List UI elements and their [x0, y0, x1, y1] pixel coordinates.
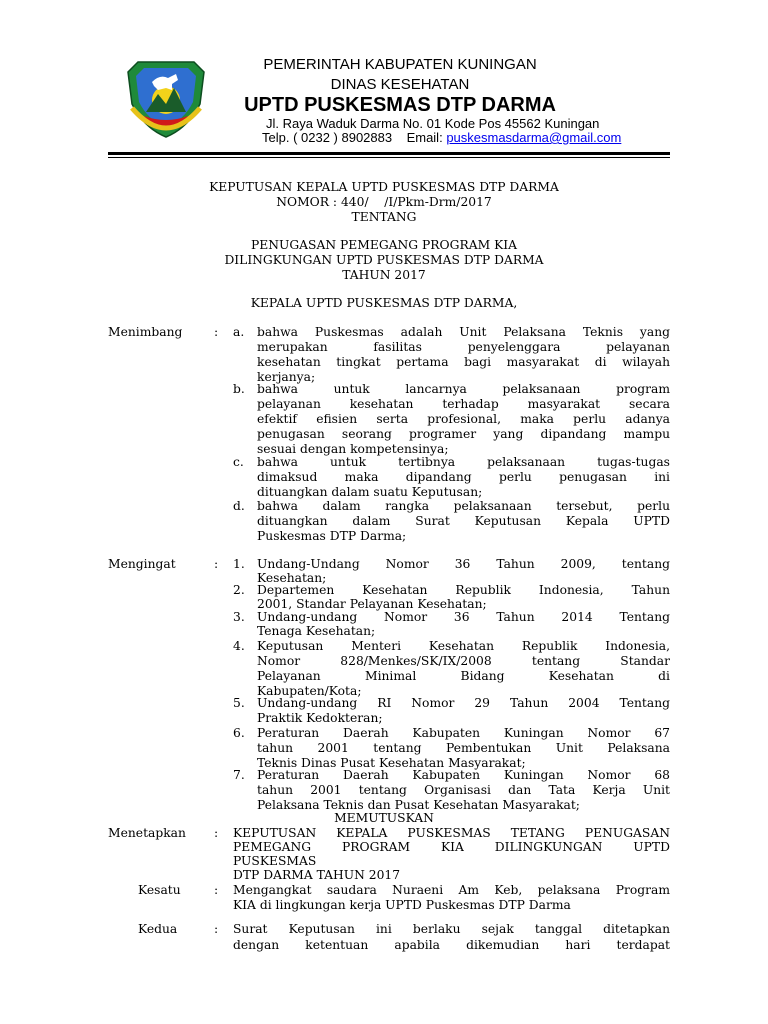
letterhead-contact: [262, 130, 621, 145]
mengingat-item-4-mark: 4.: [233, 639, 245, 653]
list-item-line: kerjanya;: [257, 370, 316, 384]
decree-title: KEPUTUSAN KEPALA UPTD PUSKESMAS DTP DARMA: [209, 180, 559, 194]
kesatu-line: Mengangkat saudara Nuraeni Am Keb, pelaksana Program: [233, 883, 670, 897]
list-item-line: Kesehatan;: [257, 571, 327, 585]
letterhead-rule-thick: [108, 152, 670, 155]
letterhead-institution: UPTD PUSKESMAS DTP DARMA: [244, 94, 556, 116]
mengingat-item-6-mark: 6.: [233, 726, 245, 740]
decree-tentang: TENTANG: [351, 210, 417, 224]
kedua-colon: :: [214, 922, 219, 936]
list-item-line: Pelayanan Minimal Bidang Kesehatan di: [257, 669, 670, 683]
list-item-line: Kabupaten/Kota;: [257, 684, 362, 698]
list-item-line: Puskesmas DTP Darma;: [257, 529, 407, 543]
menetapkan-line: PUSKESMAS: [233, 854, 317, 868]
kedua-line: dengan ketentuan apabila dikemudian hari terdapat: [233, 938, 670, 952]
list-item-line: Keputusan Menteri Kesehatan Republik Indonesia,: [257, 639, 670, 653]
menetapkan-label: Menetapkan: [108, 826, 186, 840]
menetapkan-line: KEPUTUSAN KEPALA PUSKESMAS TETANG PENUGASAN: [233, 826, 670, 840]
list-item-line: bahwa untuk tertibnya pelaksanaan tugas-tugas: [257, 455, 670, 469]
kuningan-emblem-logo: [118, 58, 214, 140]
list-item-line: bahwa untuk lancarnya pelaksanaan program: [257, 382, 670, 396]
list-item-line: penugasan seorang programer yang dipandang mampu: [257, 427, 670, 441]
mengingat-item-5-mark: 5.: [233, 696, 245, 710]
list-item-line: bahwa dalam rangka pelaksanaan tersebut, perlu: [257, 499, 670, 513]
list-item-line: Peraturan Daerah Kabupaten Kuningan Nomor 67: [257, 726, 670, 740]
letterhead-phone: Telp. ( 0232 ) 8902883: [262, 130, 393, 145]
letterhead-government: PEMERINTAH KABUPATEN KUNINGAN: [263, 56, 537, 73]
list-item-line: bahwa Puskesmas adalah Unit Pelaksana Teknis yang: [257, 325, 670, 339]
list-item-line: merupakan fasilitas penyelenggara pelayanan: [257, 340, 670, 354]
mengingat-item-3-mark: 3.: [233, 610, 245, 624]
kesatu-line: KIA di lingkungan kerja UPTD Puskesmas DTP Darma: [233, 898, 571, 912]
letterhead-email-label: Email:: [406, 130, 443, 145]
decree-issuer: KEPALA UPTD PUSKESMAS DTP DARMA,: [250, 296, 518, 310]
menetapkan-line: PEMEGANG PROGRAM KIA DILINGKUNGAN UPTD: [233, 840, 670, 854]
menetapkan-colon: :: [214, 826, 219, 840]
email-link[interactable]: puskesmasdarma@gmail.com: [446, 130, 622, 145]
list-item-line: Undang-Undang Nomor 36 Tahun 2009, tentang: [257, 557, 670, 571]
menimbang-label: Menimbang: [108, 325, 183, 339]
decree-subject-2: DILINGKUNGAN UPTD PUSKESMAS DTP DARMA: [224, 253, 544, 267]
mengingat-item-1-mark: 1.: [233, 557, 245, 571]
mengingat-item-7-mark: 7.: [233, 768, 245, 782]
list-item-line: Peraturan Daerah Kabupaten Kuningan Nomor 68: [257, 768, 670, 782]
menetapkan-line: DTP DARMA TAHUN 2017: [233, 868, 401, 882]
mengingat-label: Mengingat: [108, 557, 176, 571]
list-item-line: 2001, Standar Pelayanan Kesehatan;: [257, 597, 487, 611]
letterhead-rule-thin: [108, 157, 670, 158]
decree-year: TAHUN 2017: [342, 268, 426, 282]
list-item-line: Pelaksana Teknis dan Pusat Kesehatan Masyarakat;: [257, 798, 580, 812]
list-item-line: pelayanan kesehatan terhadap masyarakat secara: [257, 397, 670, 411]
kesatu-colon: :: [214, 883, 219, 897]
list-item-line: Tenaga Kesehatan;: [257, 624, 376, 638]
list-item-line: Departemen Kesehatan Republik Indonesia, Tahun: [257, 583, 670, 597]
letterhead-address: Jl. Raya Waduk Darma No. 01 Kode Pos 45562 Kuningan: [266, 116, 600, 131]
list-item-line: Praktik Kedokteran;: [257, 711, 383, 725]
mengingat-item-2-mark: 2.: [233, 583, 245, 597]
list-item-line: efektif efisien serta profesional, maka perlu adanya: [257, 412, 670, 426]
menimbang-item-d-mark: d.: [233, 499, 245, 513]
list-item-line: tahun 2001 tentang Pembentukan Unit Pelaksana: [257, 741, 670, 755]
list-item-line: kesehatan tingkat pertama bagi masyarakat di wilayah: [257, 355, 670, 369]
list-item-line: dituangkan dalam Surat Keputusan Kepala UPTD: [257, 514, 670, 528]
list-item-line: tahun 2001 tentang Organisasi dan Tata Kerja Unit: [257, 783, 670, 797]
decree-number: NOMOR : 440/ /I/Pkm-Drm/2017: [276, 195, 492, 209]
kedua-line: Surat Keputusan ini berlaku sejak tanggal ditetapkan: [233, 922, 670, 936]
list-item-line: Nomor 828/Menkes/SK/IX/2008 tentang Standar: [257, 654, 670, 668]
menimbang-item-c-mark: c.: [233, 455, 244, 469]
mengingat-colon: :: [214, 557, 219, 571]
list-item-line: dimaksud maka dipandang perlu penugasan ini: [257, 470, 670, 484]
kesatu-label: Kesatu: [138, 883, 181, 897]
list-item-line: Teknis Dinas Pusat Kesehatan Masyarakat;: [257, 756, 526, 770]
list-item-line: Undang-undang Nomor 36 Tahun 2014 Tentang: [257, 610, 670, 624]
letterhead-department: DINAS KESEHATAN: [330, 76, 470, 93]
list-item-line: Undang-undang RI Nomor 29 Tahun 2004 Tentang: [257, 696, 670, 710]
kedua-label: Kedua: [138, 922, 178, 936]
menimbang-colon: :: [214, 325, 219, 339]
list-item-line: sesuai dengan kompetensinya;: [257, 442, 449, 456]
menimbang-item-b-mark: b.: [233, 382, 245, 396]
list-item-line: dituangkan dalam suatu Keputusan;: [257, 485, 483, 499]
memutuskan-heading: MEMUTUSKAN: [334, 811, 434, 825]
decree-subject-1: PENUGASAN PEMEGANG PROGRAM KIA: [250, 238, 518, 252]
menimbang-item-a-mark: a.: [233, 325, 245, 339]
